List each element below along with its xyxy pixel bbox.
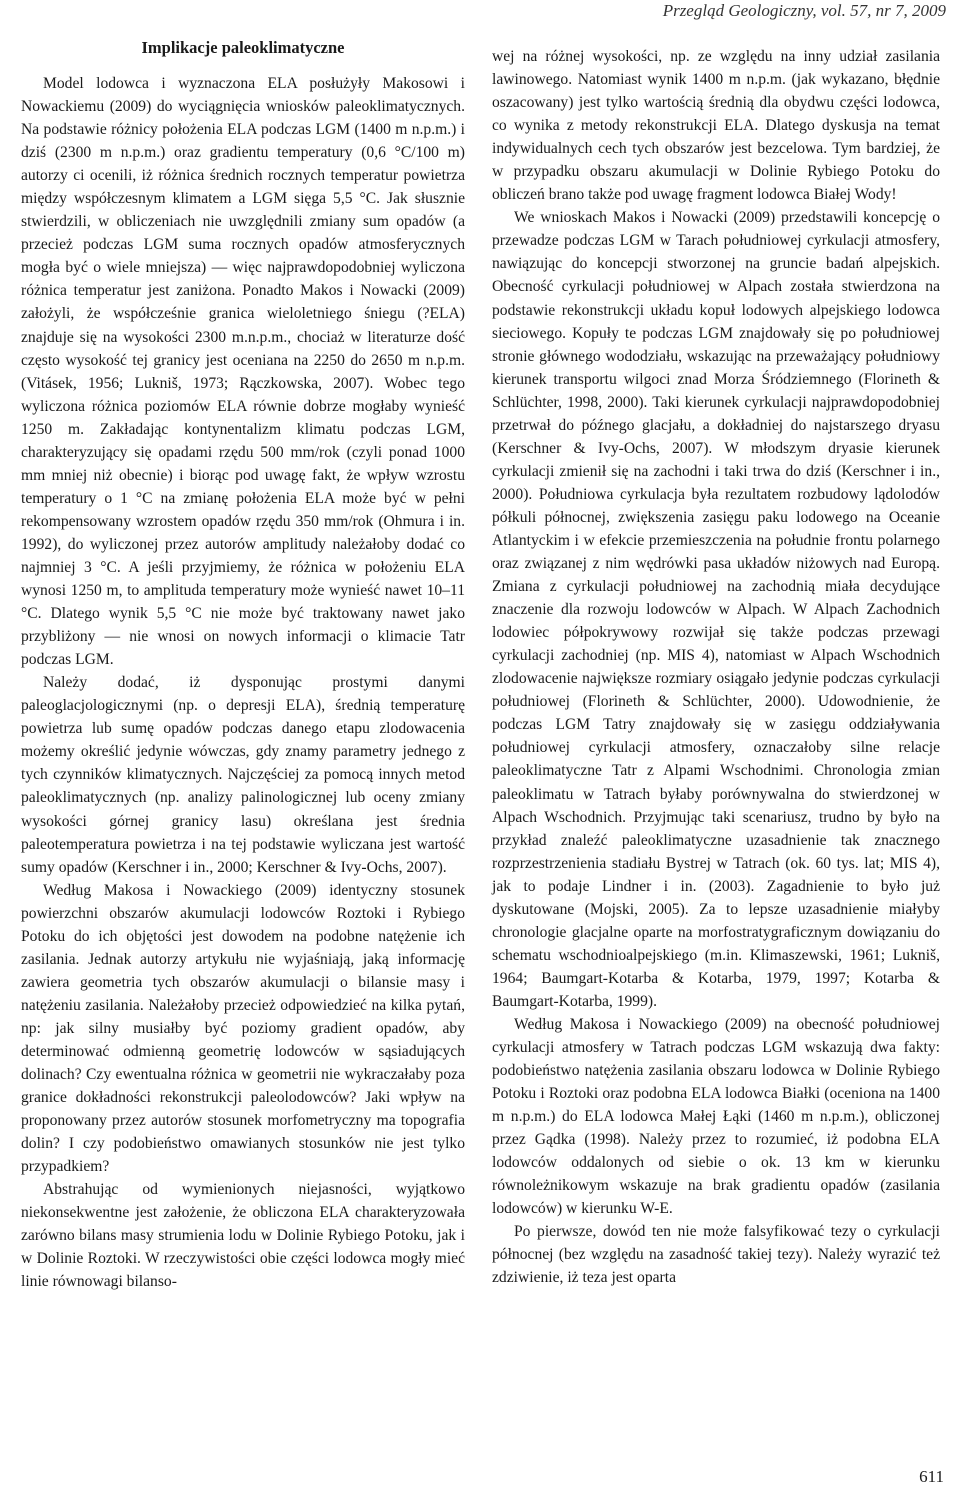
- paragraph-continued: wej na różnej wysokości, np. ze względu na inny udział zasilania lawinowego. Natomiast wynik 1400 m n.p.m. (jak wykazano, błędnie oszacowany) jest tylko wartością średnią dla obydwu części lodowca, co wynika z metody rekonstrukcji ELA. Dlatego dyskusja na temat indywidualnych cech tych obszarów jest bezcelowa. Tym bardziej, że w przypadku obszaru akumulacji w Dolinie Rybiego Potoku do obliczeń brano także pod uwagę fragment lodowca Białej Wody!: [492, 48, 940, 204]
- running-header: Przegląd Geologiczny, vol. 57, nr 7, 2009: [662, 1, 946, 20]
- paragraph: Według Makosa i Nowackiego (2009) identyczny stosunek powierzchni obszarów akumulacji lodowców Roztoki i Rybiego Potoku do ich objętości jest dowodem na podobne natężenie ich zasilania. Jednak autorzy artykułu nie wyjaśniają, jaką informację zawiera geometria tych obszarów akumulacji o bilansie masy i natężeniu zasilania. Należałoby przecież odpowiedzieć na kilka pytań, np: jak silny musiałby być poziomy gradient opadów, aby determinować odmienną geometrię lodowców w sąsiadujących dolinach? Czy ewentualna różnica w geometrii nie wykraczałaby poza granice dokładności rekonstrukcji paleolodowców? Jaki wpływ na proponowany przez autorów stosunek morfometryczny ma topografia dolin? I czy podobieństwo omawianych stosunków nie jest tylko przypadkiem?: [21, 881, 465, 1176]
- section-title: Implikacje paleoklimatyczne: [141, 38, 345, 57]
- paragraph: Po pierwsze, dowód ten nie może falsyfikować tezy o cyrkulacji północnej (bez względu na zasadność takiej tezy). Należy wyrazić też zdziwienie, iż teza jest oparta: [492, 1223, 940, 1287]
- paragraph: Abstrahując od wymienionych niejasności, wyjątkowo niekonsekwentne jest założenie, że obliczona ELA charakteryzowała zarówno bilans masy strumienia lodu w Dolinie Rybiego Potoku, jak i w Dolinie Roztoki. W rzeczywistości obie części lodowca mogły mieć linie równowagi bilanso-: [21, 1181, 465, 1291]
- paragraph: Należy dodać, iż dysponując prostymi danymi paleoglacjologicznymi (np. o depresji ELA), średnią temperaturę powietrza lub sumę opadów podczas danego etapu zlodowacenia możemy określić jedynie wówczas, gdy znamy parametry jednego z tych czynników klimatycznych. Najczęściej za pomocą innych metod paleoklimatycznych (np. analizy palinologicznej lub oceny zmiany wysokości górnej granicy lasu) określana jest średnia paleotemperatura powietrza i na tej podstawie wyliczana jest wartość sumy opadów (Kerschner i in., 2000; Kerschner & Ivy-Ochs, 2007).: [21, 674, 465, 876]
- paragraph: Model lodowca i wyznaczona ELA posłużyły Makosowi i Nowackiemu (2009) do wyciągnięcia wniosków paleoklimatycznych. Na podstawie różnicy położenia ELA podczas LGM (1400 m n.p.m.) i dziś (2300 m n.p.m.) oraz gradientu temperatury (0,6 °C/100 m) autorzy ci ocenili, iż różnica średnich rocznych temperatur powietrza między współczesnym klimatem a LGM sięga 5,5 °C. Jak słusznie stwierdzili, w obliczeniach nie uwzględnili zmiany sum opadów (a przecież podczas LGM suma rocznych opadów atmosferycznych mogła być o wiele mniejsza) — więc najprawdopodobniej wyliczona różnica temperatur jest zaniżona. Ponadto Makos i Nowacki (2009) założyli, że współcześnie granica wieloletniego śniegu (?ELA) znajduje się na wysokości 2300 m.n.p.m., chociaż w literaturze dość często wysokość tej granicy jest oceniana na 2250 do 2650 m n.p.m. (Vitásek, 1956; Lukniš, 1973; Rączkowska, 2007). Wobec tego wyliczona różnica poziomów ELA równie dobrze mogłaby wynieść 1250 m. Zakładając kontynentalizm klimatu podczas LGM, charakteryzujący się opadami rzędu 500 mm/rok (czyli ponad 1000 mm mniej niż obecnie) i biorąc pod uwagę fakt, że wpływ wzrostu temperatury o 1 °C na zmianę położenia ELA może być w pełni rekompensowany wzrostem opadów rzędu 350 mm/rok (Ohmura i in. 1992), do wyliczonej przez autorów amplitudy należałoby dodać co najmniej 3 °C. A jeśli przyjmiemy, że różnica w położeniu ELA wynosi 1250 m, to amplituda temperatury może wynieść nawet 10–11 °C. Dlatego wynik 5,5 °C nie może być traktowany nawet jako przybliżony — nie wnosi on nowych informacji o klimacie Tatr podczas LGM.: [21, 75, 465, 669]
- page-number: 611: [919, 1467, 944, 1486]
- left-column: [21, 37, 465, 1293]
- right-column: [492, 45, 940, 1290]
- paragraph: We wnioskach Makos i Nowacki (2009) przedstawili koncepcję o przewadze podczas LGM w Tarach południowej cyrkulacji atmosfery, nawiązując do koncepcji stworzonej na gruncie badań alpejskich. Obecność cyrkulacji południowej w Alpach została stwierdzona na podstawie rekonstrukcji układu kopuł lodowych alpejskiego lodowca sieciowego. Kopuły te podczas LGM znajdowały się po południowej stronie głównego wododziału, wskazując na przeważający południowy kierunek transportu wilgoci znad Morza Śródziemnego (Florineth & Schlüchter, 1998, 2000). Taki kierunek cyrkulacji najprawdopodobniej przetrwał do późnego glacjału, a dokładniej do najstarszego dryasu (Kerschner & Ivy-Ochs, 2007). W młodszym dryasie kierunek cyrkulacji zmienił się na zachodni i taki trwa do dziś (Kerschner i in., 2000). Południowa cyrkulacja była rezultatem rozbudowy lądolodów półkuli północnej, zwiększenia zasięgu paku lodowego na Oceanie Atlantyckim i w efekcie przemieszczenia na południe frontu polarnego oraz związanej z nim wędrówki pasa układów niżowych nad Europą. Zmiana z cyrkulacji południowej na zachodnią miała decydujące znaczenie dla rozwoju lodowców w Alpach. W Alpach Zachodnich lodowiec półpokrywowy rozwijał się także podczas przewagi cyrkulacji zachodniej (np. MIS 4), natomiast w Alpach Wschodnich zlodowacenie największe rozmiary osiągało jedynie podczas cyrkulacji południowej (Florineth & Schlüchter, 2000). Udowodnienie, że podczas LGM Tatry znajdowały się w zasięgu oddziaływania południowej cyrkulacji atmosfery, oznaczałoby silne relacje paleoklimatyczne Tatr z Alpami Wschodnimi. Chronologia zmian paleoklimatu w Tatrach byłaby porównywalna do stwierdzonej w Alpach Wschodnich. Przyjmując taki scenariusz, trudno by było na przykład znaleźć paleoklimatyczne uzasadnienie tak znacznego rozprzestrzenienia stadiału Bystrej w Tatrach (ok. 60 tys. lat; MIS 4), jak to podaje Lindner i in. (2003). Zagadnienie to było już dyskutowane (Mojski, 2005). Za to lepsze uzasadnienie miałyby chronologie glacjalne oparte na morfostratygraficznym dowiązaniu do schematu wschodnioalpejskiego (m.in. Klimaszewski, 1961; Lukniš, 1964; Baumgart-Kotarba & Kotarba, 1979, 1997; Kotarba & Baumgart-Kotarba, 1999).: [492, 209, 940, 1010]
- paragraph: Według Makosa i Nowackiego (2009) na obecność południowej cyrkulacji atmosfery w Tatrach podczas LGM wskazują dwa fakty: podobieństwo natężenia zasilania obszaru lodowca w Dolinie Rybiego Potoku i Roztoki oraz podobna ELA lodowca Białki (oceniona na 1400 m n.p.m.) do ELA lodowca Małej Łąki (1460 m n.p.m.), obliczonej przez Gądka (1998). Należy przez to rozumieć, iż podobna ELA lodowców oddalonych od siebie o ok. 13 km w kierunku równoleżnikowym wskazuje na brak gradientu opadów (zasilania lodowców) w kierunku W-E.: [492, 1015, 940, 1218]
